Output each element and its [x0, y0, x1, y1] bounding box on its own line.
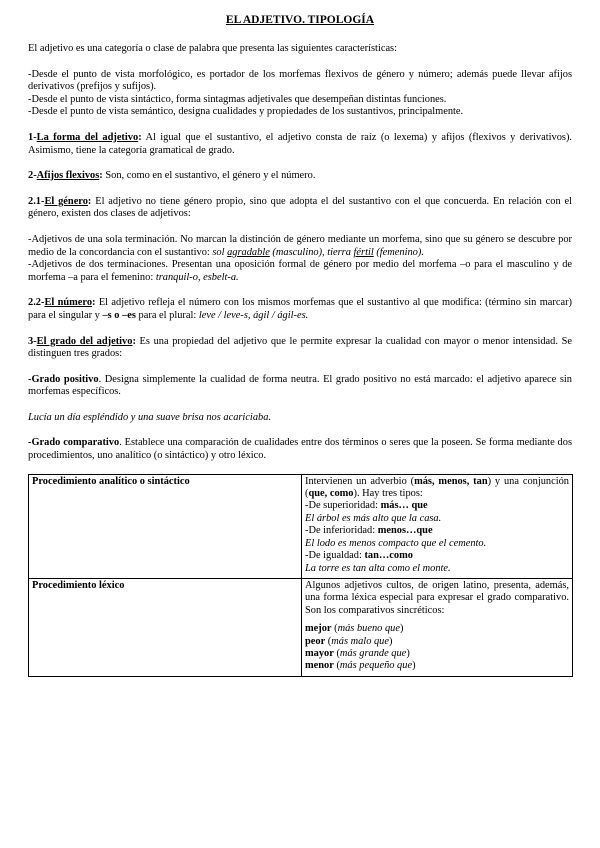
- comparative-item: menor (más pequeño que): [305, 660, 416, 672]
- inferiority-example: El lodo es menos compacto que el cemento.: [305, 537, 487, 549]
- document-page: [28, 14, 572, 677]
- section-1-heading: La forma del adjetivo: [36, 131, 139, 143]
- gender-two-terminations: -Adjetivos de dos terminaciones. Presentan una oposición formal de género por medio del morfema –o para el masculino y de morfema –a para el femenino: tranquil-o, esbelt-a.: [28, 259, 572, 283]
- section-1: 1-La forma del adjetivo: Al igual que el sustantivo, el adjetivo consta de raíz (o lexema) y afijos (flexivos y derivativos). Asimismo, tiene la categoría gramatical de grado.: [28, 131, 573, 156]
- section-3-number: 3-: [28, 335, 37, 347]
- comparative-item: peor (más malo que): [305, 635, 393, 647]
- comparative-item: mayor (más grande que): [305, 647, 410, 659]
- table-cell-label: Procedimiento léxico: [29, 578, 302, 676]
- equality-example: La torre es tan alta como el monte.: [305, 562, 451, 574]
- table-cell-label: Procedimiento analítico o sintáctico: [29, 474, 302, 578]
- table-cell-content: [302, 474, 573, 578]
- example-tranquilo: tranquil-o, esbelt-a.: [155, 271, 239, 283]
- superiority-type: -De superioridad: más… que: [305, 500, 428, 512]
- document-title: EL ADJETIVO. TIPOLOGÍA: [225, 14, 375, 26]
- equality-type: -De igualdad: tan…como: [305, 550, 413, 562]
- example-leve: leve / leve-s, ágil / ágil-es.: [198, 309, 309, 321]
- section-2-2-number: 2.2-: [28, 297, 45, 309]
- intro-paragraph: El adjetivo es una categoría o clase de palabra que presenta las siguientes características:: [28, 43, 397, 54]
- section-2-2: 2.2-El número: El adjetivo refleja el número con los mismos morfemas que el sustantivo al que modifica: (término sin marcar) para el singular y –s o –es para el plural: leve / leve-s, ágil / ágil-es.: [28, 297, 573, 321]
- grado-comparativo-heading: -Grado comparativo: [28, 437, 120, 449]
- table-row: [29, 578, 573, 676]
- section-2-heading: Afijos flexivos: [36, 170, 100, 182]
- bullet-morphological: -Desde el punto de vista morfológico, es portador de los morfemas flexivos de género y número; además puede llevar afijos derivativos (prefijos y sufijos).: [28, 68, 572, 93]
- bullet-syntactic: -Desde el punto de vista sintáctico, forma sintagmas adjetivales que desempeñan distintas funciones.: [28, 93, 447, 105]
- section-2-1-heading: El género: [44, 195, 88, 207]
- superiority-example: El árbol es más alto que la casa.: [305, 512, 442, 524]
- section-2: 2-Afijos flexivos: Son, como en el sustantivo, el género y el número.: [28, 170, 316, 182]
- section-2-text: Son, como en el sustantivo, el género y el número.: [102, 170, 316, 182]
- example-sentence: Lucía un día espléndido y una suave brisa nos acariciaba.: [28, 411, 272, 423]
- bullet-semantic: -Desde el punto de vista semántico, designa cualidades y propiedades de los sustantivos, principalmente.: [28, 106, 464, 118]
- example-agradable: agradable: [227, 246, 270, 258]
- section-3-heading: El grado del adjetivo: [36, 335, 133, 347]
- section-2-1-number: 2.1-: [28, 195, 45, 207]
- section-2-number: 2-: [28, 170, 37, 182]
- section-2-2-heading: El número: [44, 297, 93, 309]
- comparative-item: mejor (más bueno que): [305, 623, 404, 635]
- section-1-text: Al igual que el sustantivo, el adjetivo consta de raíz (o lexema) y afijos (flexivos y derivativos). Asimismo, tiene la categoría gramatical de grado.: [28, 131, 573, 156]
- section-3: 3-El grado del adjetivo: Es una propiedad del adjetivo que le permite expresar la cualidad con mayor o menor intensidad. Se distinguen tres grados:: [28, 335, 572, 360]
- grado-comparativo: -Grado comparativo. Establece una comparación de cualidades entre dos términos o seres que la poseen. Se forma mediante dos procedimientos, uno analítico (o sintáctico) y otro léxico.: [28, 437, 572, 462]
- inferiority-type: -De inferioridad: menos…que: [305, 525, 433, 537]
- gender-one-termination: -Adjetivos de una sola terminación. No marcan la distinción de género mediante un morfema, sino que su género se descubre por medio de la concordancia con el sustantivo: sol agradable (masculino), tierra fértil (femenino).: [28, 233, 572, 258]
- section-2-1: 2.1-El género: El adjetivo no tiene género propio, sino que adopta el del sustantivo con el que concuerda. En relación con el género, existen dos clases de adjetivos:: [28, 195, 572, 220]
- analytic-intro: Intervienen un adverbio (más, menos, tan) y una conjunción (que, como). Hay tres tipos:: [305, 475, 569, 500]
- table-row: [29, 474, 573, 578]
- lexical-intro: Algunos adjetivos cultos, de origen latino, presenta, además, una forma léxica especial para expresar el grado comparativo. Son los comparativos sincréticos:: [305, 579, 569, 616]
- grado-positivo: -Grado positivo. Designa simplemente la cualidad de forma neutra. El grado positivo no está marcado: el adjetivo aparece sin morfemas específicos.: [28, 373, 572, 398]
- section-2-1-text: El adjetivo no tiene género propio, sino que adopta el del sustantivo con el que concuerda. En relación con el género, existen dos clases de adjetivos:: [28, 195, 572, 220]
- grado-positivo-heading: -Grado positivo: [28, 373, 99, 385]
- example-fertil: fértil: [353, 246, 374, 258]
- table-cell-content: [302, 578, 573, 676]
- section-3-text: Es una propiedad del adjetivo que le permite expresar la cualidad con mayor o menor intensidad. Se distinguen tres grados:: [28, 335, 572, 360]
- section-1-number: 1-: [28, 131, 37, 143]
- comparative-table: [28, 474, 573, 677]
